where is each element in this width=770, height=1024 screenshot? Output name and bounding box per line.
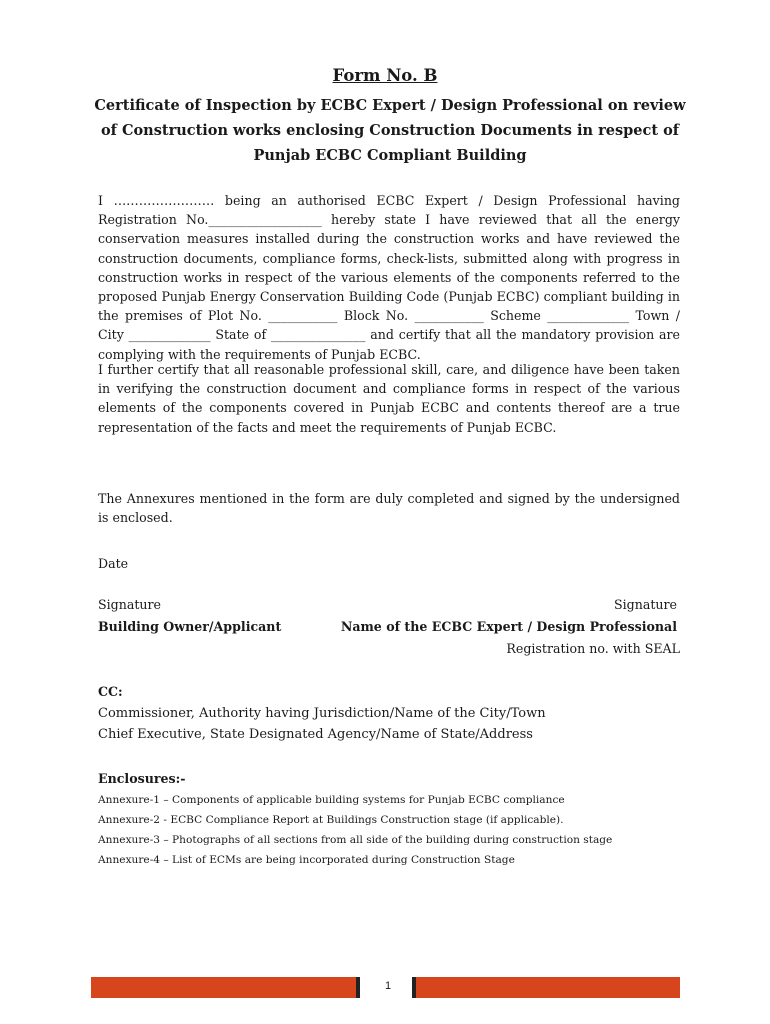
owner-signature-label: Signature: [98, 597, 161, 612]
enclosure-item: Annexure-2 - ECBC Compliance Report at Buildings Construction stage (if applicable).: [98, 814, 564, 826]
cc-label: CC:: [98, 684, 123, 699]
owner-role-label: Building Owner/Applicant: [98, 619, 282, 634]
expert-name-label: Name of the ECBC Expert / Design Professional: [340, 619, 677, 634]
annexures-paragraph: The Annexures mentioned in the form are duly completed and signed by the undersigned is enclosed.: [98, 491, 680, 526]
date-label: Date: [98, 556, 129, 571]
page-number: 1: [384, 980, 392, 992]
certification-paragraph: I further certify that all reasonable professional skill, care, and diligence have been taken in verifying the construction document and compliance forms in respect of the various elements of the components covered in Punjab ECBC and contents thereof are a true representation of the facts and meet the requirements of Punjab ECBC.: [98, 362, 680, 435]
footer-bar-left: [91, 977, 356, 998]
enclosure-item: Annexure-3 – Photographs of all sections from all side of the building during construction stage: [98, 834, 613, 846]
expert-signature-label: Signature: [614, 597, 677, 612]
registration-seal-label: Registration no. with SEAL: [506, 641, 680, 656]
enclosure-item: Annexure-1 – Components of applicable building systems for Punjab ECBC compliance: [98, 794, 565, 806]
cc-line: Commissioner, Authority having Jurisdiction/Name of the City/Town: [98, 706, 546, 721]
cc-line: Chief Executive, State Designated Agency/Name of State/Address: [98, 727, 533, 742]
footer-separator-left: [356, 977, 360, 998]
enclosure-item: Annexure-4 – List of ECMs are being incorporated during Construction Stage: [98, 854, 515, 866]
form-title: Certificate of Inspection by ECBC Expert / Design Professional on review of Construction works enclosing Construction Documents in respect of Punjab ECBC Compliant Building: [94, 97, 686, 164]
form-number-heading: Form No. B: [332, 66, 438, 85]
declaration-paragraph: I …………………… being an authorised ECBC Expert / Design Professional having Registration No.__________________ hereby state I have reviewed that all the energy conservation measures installed during the construction works and have reviewed the construction documents, compliance forms, check-lists, submitted along with progress in construction works in respect of the various elements of the components referred to the proposed Punjab Energy Conservation Building Code (Punjab ECBC) compliant building in the premises of Plot No. ___________ Block No. ___________ Scheme _____________ Town / City _____________ State of _______________ and certify that all the mandatory provision are complying with the requirements of Punjab ECBC.: [98, 193, 680, 362]
enclosures-label: Enclosures:-: [98, 771, 186, 786]
footer-bar-right: [416, 977, 680, 998]
